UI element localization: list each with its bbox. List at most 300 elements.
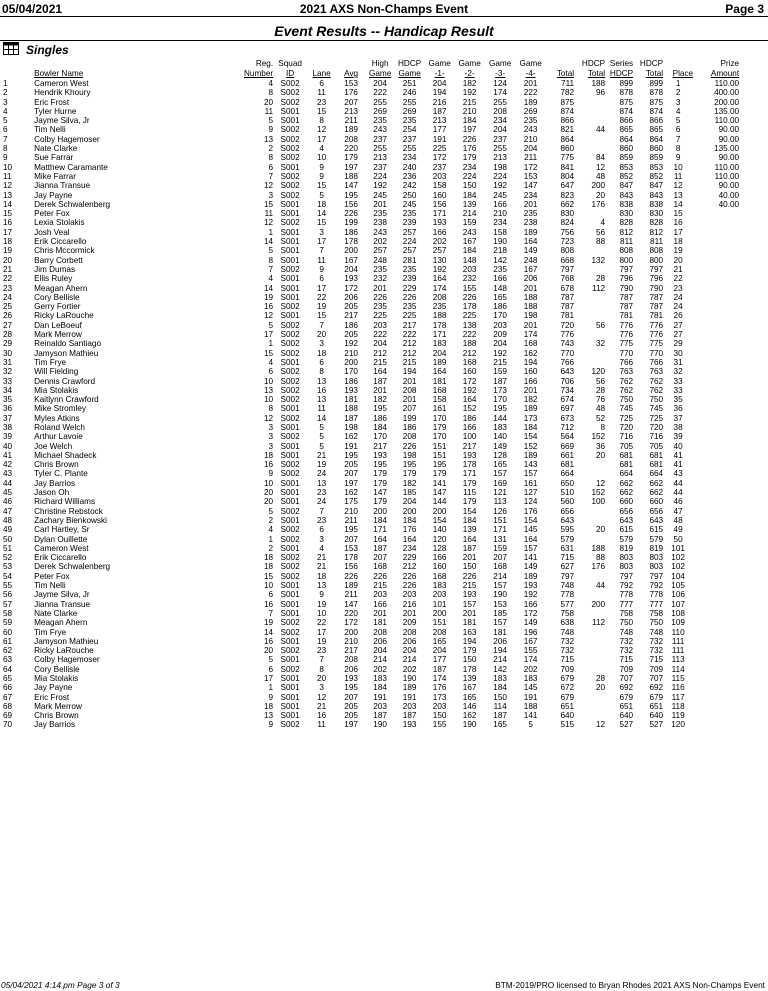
- prize-amount: [693, 581, 739, 590]
- hdcp-series-total: 716: [649, 432, 664, 442]
- prize-amount: [693, 590, 739, 599]
- squad-id: S002: [280, 385, 300, 395]
- place: 15: [673, 209, 683, 219]
- hdcp-total: 4: [600, 218, 606, 228]
- game-3: 128: [493, 450, 507, 460]
- total: 577: [560, 599, 575, 609]
- bowler-name: Chris Mccormick: [34, 246, 95, 256]
- game-2: 150: [462, 655, 477, 665]
- reg-number: 6: [268, 162, 274, 172]
- squad-id: S001: [280, 255, 300, 265]
- game-3: 255: [493, 97, 507, 107]
- game-2: 167: [462, 237, 477, 247]
- game-1: 183: [432, 581, 447, 591]
- high-game: 204: [373, 339, 387, 349]
- game-1: 165: [432, 636, 447, 646]
- place: 48: [673, 515, 683, 525]
- series-hdcp: 899: [619, 79, 634, 88]
- game-2: 217: [462, 441, 477, 451]
- reg-number: 12: [264, 218, 274, 228]
- bowler-name: Jamyson Mathieu: [34, 348, 99, 358]
- place: 109: [671, 618, 685, 628]
- high-game: 235: [373, 302, 387, 312]
- place: 106: [671, 590, 685, 600]
- game-1: 202: [432, 237, 447, 247]
- lane: 5: [319, 432, 324, 442]
- average: 193: [344, 274, 358, 284]
- series-hdcp: 750: [619, 395, 634, 405]
- reg-number: 10: [264, 478, 274, 488]
- game-2: 210: [462, 106, 477, 116]
- prize-amount: 110.00: [714, 171, 740, 181]
- average: 211: [344, 116, 358, 126]
- reg-number: 1: [268, 227, 274, 237]
- bowler-name: Derek Schwalenberg: [34, 199, 111, 209]
- series-hdcp: 874: [619, 106, 634, 116]
- average: 176: [344, 88, 358, 98]
- row-number: 59: [3, 618, 13, 628]
- game-2: 187: [462, 543, 477, 553]
- average: 206: [344, 292, 358, 302]
- place: 3: [675, 97, 681, 107]
- game-1: 178: [432, 320, 447, 330]
- bowler-name: Jason Oh: [34, 488, 70, 498]
- row-number: 21: [3, 264, 13, 274]
- bowler-name: Josh Veal: [34, 227, 70, 237]
- prize-amount: [693, 358, 739, 367]
- reg-number: 2: [268, 515, 274, 525]
- game-2: 150: [462, 181, 477, 191]
- game-1: 130: [432, 255, 447, 265]
- hdcp-total: 12: [596, 478, 606, 488]
- hdcp-total: 76: [596, 395, 606, 405]
- average: 156: [344, 199, 358, 209]
- average: 186: [344, 227, 358, 237]
- squad-id: S001: [280, 116, 300, 126]
- bowler-name: Peter Fox: [34, 209, 70, 219]
- squad-id: S002: [280, 320, 300, 330]
- hdcp-series-total: 681: [649, 450, 664, 460]
- table-row: [0, 228, 739, 237]
- lane: 21: [317, 701, 327, 711]
- squad-id: S001: [280, 450, 300, 460]
- game-3: 166: [493, 199, 507, 209]
- total: 720: [560, 320, 575, 330]
- game-4: 5: [528, 720, 533, 730]
- series-hdcp: 853: [619, 162, 634, 172]
- hdcp-total: [574, 311, 605, 320]
- hdcp-game: 215: [402, 357, 417, 367]
- hdcp-series-total: 745: [649, 404, 664, 414]
- table-row: [0, 590, 739, 599]
- lane: 20: [317, 674, 327, 683]
- row-number: 56: [3, 590, 13, 600]
- place: 2: [675, 88, 681, 98]
- lane: 13: [317, 395, 327, 405]
- prize-amount: [693, 600, 739, 609]
- row-number: 24: [3, 292, 13, 302]
- prize-amount: [693, 646, 739, 655]
- bowler-name: Mark Merrow: [34, 330, 82, 340]
- game-3: 210: [493, 209, 507, 219]
- row-number: 9: [3, 153, 8, 163]
- row-number: 25: [3, 302, 13, 312]
- game-4: 164: [523, 237, 538, 247]
- reg-number: 14: [264, 283, 274, 293]
- game-3: 157: [493, 618, 507, 628]
- game-3: 159: [493, 543, 507, 553]
- lane: 16: [317, 711, 327, 721]
- total: 797: [560, 571, 575, 581]
- game-3: 185: [493, 608, 507, 618]
- total: 841: [560, 162, 575, 172]
- high-game: 147: [373, 488, 387, 498]
- squad-id: S002: [280, 171, 300, 181]
- game-2: 100: [462, 432, 477, 442]
- series-hdcp: 643: [619, 515, 634, 525]
- average: 217: [344, 311, 358, 321]
- prize-amount: [693, 618, 739, 627]
- game-4: 157: [523, 543, 538, 553]
- row-number: 57: [3, 599, 13, 609]
- hdcp-total: [574, 246, 605, 255]
- hdcp-game: 179: [402, 469, 417, 479]
- reg-number: 10: [264, 376, 274, 386]
- hdcp-total: 120: [591, 367, 606, 377]
- row-number: 1: [3, 79, 8, 88]
- high-game: 184: [373, 422, 387, 432]
- lane: 3: [319, 227, 324, 237]
- bowler-name: Reinaldo Santiago: [34, 339, 102, 349]
- lane: 22: [317, 618, 327, 628]
- total: 643: [560, 367, 575, 377]
- game-4: 141: [523, 711, 538, 721]
- high-game: 232: [373, 274, 387, 284]
- game-2: 164: [462, 395, 477, 405]
- place: 32: [673, 367, 683, 377]
- game-4: 238: [523, 218, 538, 228]
- hdcp-total: 88: [596, 237, 606, 247]
- footer-license: BTM-2019/PRO licensed to Bryan Rhodes 2021 AXS Non-Champs Event: [495, 980, 765, 990]
- game-3: 148: [493, 283, 507, 293]
- prize-amount: 40.00: [718, 199, 740, 209]
- bowler-name: Christine Rebstock: [34, 506, 103, 516]
- hdcp-series-total: 899: [649, 79, 664, 88]
- reg-number: 6: [268, 664, 274, 674]
- row-number: 58: [3, 608, 13, 618]
- average: 195: [344, 525, 358, 535]
- game-3: 218: [493, 246, 507, 256]
- place: 114: [671, 664, 685, 674]
- bowler-name: Mike Stromley: [34, 404, 86, 414]
- squad-id: S002: [280, 506, 300, 516]
- squad-id: S002: [280, 97, 300, 107]
- total: 706: [560, 376, 575, 386]
- average: 167: [344, 255, 358, 265]
- hdcp-series-total: 776: [649, 320, 664, 330]
- hdcp-total: [574, 646, 605, 655]
- prize-amount: [693, 469, 739, 478]
- prize-amount: [693, 507, 739, 516]
- bowler-name: Barry Corbett: [34, 255, 83, 265]
- game-3: 158: [493, 227, 507, 237]
- total: 510: [560, 488, 575, 498]
- table-row: [0, 702, 739, 711]
- hdcp-series-total: 748: [649, 627, 664, 637]
- game-1: 171: [432, 330, 447, 340]
- reg-number: 5: [268, 246, 274, 256]
- game-2: 203: [462, 264, 477, 274]
- prize-amount: [693, 293, 739, 302]
- squad-id: S001: [280, 422, 300, 432]
- series-hdcp: 775: [619, 339, 634, 349]
- place: 14: [673, 199, 683, 209]
- game-2: 197: [462, 125, 477, 135]
- prize-amount: [693, 720, 739, 729]
- place: 31: [673, 357, 683, 367]
- game-2: 179: [462, 646, 477, 656]
- squad-id: S002: [280, 618, 300, 628]
- col-game-3: -3-: [495, 69, 506, 78]
- series-hdcp: 656: [619, 506, 634, 516]
- lane: 21: [317, 553, 327, 563]
- table-row: [0, 339, 739, 348]
- squad-id: S002: [280, 144, 300, 154]
- hdcp-game: 164: [402, 534, 417, 544]
- high-game: 203: [373, 590, 387, 600]
- high-game: 164: [373, 534, 387, 544]
- game-1: 164: [432, 274, 447, 284]
- hdcp-game: 202: [402, 664, 417, 674]
- table-row: [0, 609, 739, 618]
- col-hdcptotal2-top: HDCP: [639, 59, 664, 68]
- bowler-name: Mike Farrar: [34, 171, 76, 181]
- bowler-name: Mark Merrow: [34, 701, 82, 711]
- bowler-name: Jay Barrios: [34, 720, 76, 730]
- game-4: 166: [523, 376, 538, 386]
- total: 824: [560, 218, 575, 228]
- table-row: [0, 172, 739, 181]
- game-2: 162: [462, 711, 477, 721]
- hdcp-total: [574, 572, 605, 581]
- hdcp-game: 203: [402, 590, 417, 600]
- prize-amount: [693, 562, 739, 571]
- average: 200: [344, 357, 358, 367]
- hdcp-game: 235: [402, 209, 417, 219]
- average: 175: [344, 497, 358, 507]
- high-game: 202: [373, 237, 387, 247]
- high-game: 248: [373, 255, 387, 265]
- hdcp-game: 201: [402, 608, 417, 618]
- average: 213: [344, 106, 358, 116]
- col-series-hdcp: HDCP: [609, 69, 634, 78]
- table-row: [0, 423, 739, 432]
- game-3: 165: [493, 460, 507, 470]
- place: 115: [671, 674, 685, 683]
- series-hdcp: 732: [619, 646, 634, 656]
- lane: 21: [317, 562, 327, 572]
- average: 172: [344, 283, 358, 293]
- squad-id: S002: [280, 339, 300, 349]
- hdcp-total: [574, 209, 605, 218]
- bowler-name: Colby Hagemoser: [34, 655, 100, 665]
- row-number: 29: [3, 339, 13, 349]
- average: 178: [344, 237, 358, 247]
- squad-id: S002: [280, 330, 300, 340]
- prize-amount: [693, 218, 739, 227]
- series-hdcp: 527: [619, 720, 634, 730]
- average: 199: [344, 218, 358, 228]
- series-hdcp: 725: [619, 413, 634, 423]
- game-4: 201: [523, 320, 538, 330]
- game-3: 170: [493, 311, 507, 321]
- col-avg: Avg: [344, 69, 359, 78]
- reg-number: 1: [268, 534, 274, 544]
- bowler-name: Kaitlynn Crawford: [34, 395, 99, 405]
- lane: 3: [319, 683, 324, 693]
- row-number: 34: [3, 385, 13, 395]
- squad-id: S001: [280, 283, 300, 293]
- table-row: [0, 553, 739, 562]
- average: 204: [344, 264, 358, 274]
- prize-amount: [693, 349, 739, 358]
- bowler-name: Jayme Silva, Jr: [34, 116, 90, 126]
- game-1: 101: [432, 599, 447, 609]
- average: 197: [344, 478, 358, 488]
- reg-number: 8: [268, 404, 274, 414]
- prize-amount: [693, 311, 739, 320]
- game-1: 203: [432, 590, 447, 600]
- hdcp-total: [574, 507, 605, 516]
- lane: 19: [317, 302, 327, 312]
- place: 117: [671, 692, 685, 702]
- game-2: 139: [462, 525, 477, 535]
- hdcp-total: 48: [596, 171, 606, 181]
- reg-number: 2: [268, 144, 274, 154]
- game-4: 188: [523, 302, 538, 312]
- hdcp-total: [574, 469, 605, 478]
- hdcp-series-total: 705: [649, 441, 664, 451]
- hdcp-game: 254: [402, 125, 417, 135]
- reg-number: 5: [268, 320, 274, 330]
- total: 715: [560, 655, 575, 665]
- game-3: 204: [493, 125, 507, 135]
- lane: 15: [317, 311, 327, 321]
- lane: 8: [319, 367, 324, 377]
- bowler-name: Gerry Fortier: [34, 302, 81, 312]
- bowler-name: Tim Frye: [34, 627, 67, 637]
- high-game: 164: [373, 367, 387, 377]
- game-1: 170: [432, 432, 447, 442]
- hdcp-game: 195: [402, 460, 417, 470]
- total: 864: [560, 134, 575, 144]
- bowler-name: Eric Frost: [34, 692, 70, 702]
- high-game: 225: [373, 311, 387, 321]
- squad-id: S002: [280, 88, 300, 98]
- place: 40: [673, 441, 683, 451]
- average: 147: [344, 599, 358, 609]
- game-2: 159: [462, 218, 477, 228]
- place: 118: [671, 701, 685, 711]
- reg-number: 6: [268, 367, 274, 377]
- prize-amount: [693, 637, 739, 646]
- hdcp-total: [574, 98, 605, 107]
- bowler-name: Jay Payne: [34, 190, 73, 200]
- row-number: 68: [3, 701, 13, 711]
- game-1: 235: [432, 302, 447, 312]
- place: 23: [673, 283, 683, 293]
- total: 787: [560, 302, 575, 312]
- table-row: [0, 88, 739, 97]
- high-game: 166: [373, 599, 387, 609]
- hdcp-game: 204: [402, 497, 417, 507]
- place: 30: [673, 348, 683, 358]
- hdcp-total: 36: [596, 441, 606, 451]
- game-2: 184: [462, 190, 477, 200]
- total: 678: [560, 283, 575, 293]
- total: 560: [560, 497, 575, 507]
- squad-id: S002: [280, 571, 300, 581]
- table-row: [0, 293, 739, 302]
- prize-amount: [693, 386, 739, 395]
- place: 120: [671, 720, 685, 730]
- col-game-1: -1-: [434, 69, 445, 78]
- game-3: 198: [493, 162, 507, 172]
- prize-amount: 40.00: [718, 190, 740, 200]
- game-4: 161: [523, 478, 538, 488]
- table-row: [0, 469, 739, 478]
- game-3: 194: [493, 646, 507, 656]
- hdcp-game: 246: [402, 88, 417, 98]
- game-4: 198: [523, 311, 538, 321]
- series-hdcp: 679: [619, 692, 634, 702]
- squad-id: S001: [280, 581, 300, 591]
- lane: 5: [319, 190, 324, 200]
- lane: 4: [319, 144, 324, 154]
- hdcp-total: 48: [596, 404, 606, 414]
- hdcp-total: 176: [591, 562, 606, 572]
- game-1: 200: [432, 608, 447, 618]
- reg-number: 18: [264, 450, 274, 460]
- game-1: 166: [432, 553, 447, 563]
- game-2: 232: [462, 274, 477, 284]
- game-3: 215: [493, 357, 507, 367]
- average: 207: [344, 469, 358, 479]
- hdcp-game: 198: [402, 450, 417, 460]
- reg-number: 18: [264, 701, 274, 711]
- hdcp-total: 20: [596, 525, 606, 535]
- hdcp-game: 212: [402, 339, 417, 349]
- hdcp-series-total: 640: [649, 711, 664, 721]
- prize-amount: [693, 516, 739, 525]
- prize-amount: [693, 479, 739, 488]
- place: 119: [671, 711, 685, 721]
- hdcp-series-total: 615: [649, 525, 664, 535]
- hdcp-total: 12: [596, 720, 606, 730]
- row-number: 15: [3, 209, 13, 219]
- place: 19: [673, 246, 683, 256]
- game-4: 172: [523, 162, 538, 172]
- game-1: 173: [432, 692, 447, 702]
- hdcp-series-total: 843: [649, 190, 664, 200]
- high-game: 212: [373, 348, 387, 358]
- col-hdcpgame-top: HDCP: [398, 59, 422, 68]
- game-1: 164: [432, 367, 447, 377]
- squad-id: S002: [280, 134, 300, 144]
- game-1: 203: [432, 701, 447, 711]
- bowler-name: Jay Barrios: [34, 478, 76, 488]
- series-hdcp: 716: [619, 432, 634, 442]
